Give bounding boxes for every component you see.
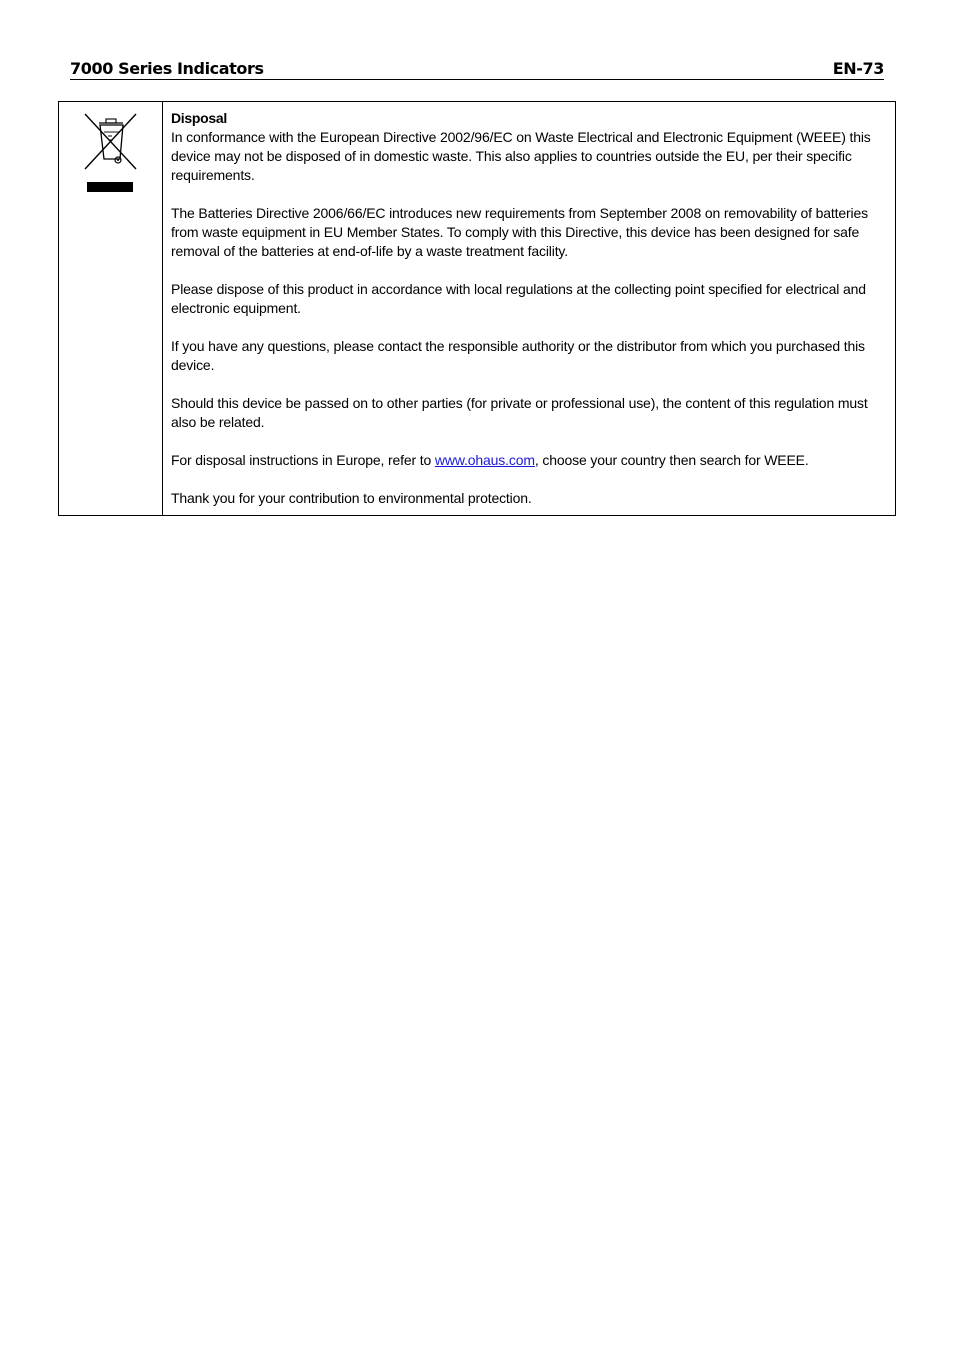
- page-number: EN-73: [832, 59, 884, 78]
- icon-cell: [59, 102, 163, 515]
- europe-text-after: , choose your country then search for WEEE.: [534, 452, 809, 468]
- paragraph-questions: If you have any questions, please contact the responsible authority or the distributor from which you purchased this device.: [171, 338, 865, 373]
- ohaus-website-link[interactable]: www.ohaus.com: [434, 452, 535, 468]
- paragraph-weee: In conformance with the European Directive 2002/96/EC on Waste Electrical and Electronic Equipment (WEEE) this device may not be disposed of in domestic waste. This also applies to countries outside the EU, per their specific requirements.: [171, 129, 871, 183]
- europe-text-before: For disposal instructions in Europe, refer to: [171, 452, 435, 468]
- disposal-notice-box: [58, 101, 896, 516]
- page-header: [70, 58, 884, 80]
- paragraph-europe-instructions: [171, 451, 877, 470]
- paragraph-passed-on: Should this device be passed on to other parties (for private or professional use), the content of this regulation must also be related.: [171, 395, 868, 430]
- paragraph-thank-you: Thank you for your contribution to environmental protection.: [171, 490, 532, 506]
- section-heading: Disposal: [171, 110, 227, 126]
- paragraph-batteries: The Batteries Directive 2006/66/EC introduces new requirements from September 2008 on removability of batteries from waste equipment in EU Member States. To comply with this Directive, this device has been designed for safe removal of the batteries at end-of-life by a waste treatment facility.: [171, 205, 868, 259]
- document-title: 7000 Series Indicators: [70, 59, 264, 78]
- weee-crossed-bin-icon: [82, 112, 138, 194]
- disposal-text: [171, 109, 877, 508]
- paragraph-local-regulations: Please dispose of this product in accordance with local regulations at the collecting point specified for electrical and electronic equipment.: [171, 281, 866, 316]
